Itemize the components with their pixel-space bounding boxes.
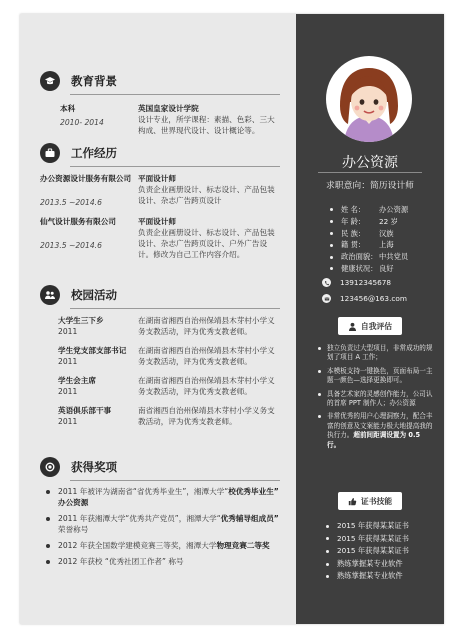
job-entry xyxy=(40,173,280,208)
work-title: 工作经历 xyxy=(71,146,117,160)
email-row xyxy=(322,294,407,303)
divider xyxy=(70,308,280,309)
education-desc: 设计专业，所学课程：素描、色彩、三大构成、世界现代设计、设计概论等。 xyxy=(138,115,275,135)
self-eval-header: 自我评估 xyxy=(338,317,402,335)
divider xyxy=(70,480,280,481)
phone-icon xyxy=(322,278,331,287)
list-item: 2015 年获得某某证书 xyxy=(326,545,436,558)
medal-icon xyxy=(40,457,60,477)
education-section xyxy=(40,70,280,136)
self-eval-list xyxy=(318,344,434,454)
activity-year: 2011 xyxy=(58,417,78,426)
award-item: 2012 年获校 “优秀社团工作者” 称号 xyxy=(40,556,280,567)
list-item: 本模板支持一键换色，页面布局一主题一颜色—选择更换即可。 xyxy=(318,367,434,386)
job-role: 平面设计师 xyxy=(138,174,176,183)
activity-name: 大学生三下乡 xyxy=(58,316,104,325)
job-entry xyxy=(40,216,280,260)
profile-name: 办公资源 xyxy=(342,155,398,171)
list-item: 2015 年获得某某证书 xyxy=(326,520,436,533)
activity-year: 2011 xyxy=(58,357,78,366)
main-column xyxy=(20,14,296,624)
divider xyxy=(318,172,422,173)
award-item: 2011 年被评为湖南省“省优秀毕业生”，湘潭大学“校优秀毕业生” 办公资源 xyxy=(40,486,280,508)
list-item: 2015 年获得某某证书 xyxy=(326,533,436,546)
activity-entry xyxy=(40,315,280,337)
activity-desc: 南省湘西自治州保靖县木芽村小学义务支教活动，评为优秀支教老师。 xyxy=(138,406,275,426)
resume-page xyxy=(20,14,444,624)
activity-desc: 在湖南省湘西自治州保靖县木芽村小学义务支教活动，评为优秀支教老师。 xyxy=(138,316,275,336)
job-period: 2013.5 ~2014.6 xyxy=(40,241,102,250)
phone-number: 13912345678 xyxy=(340,278,392,287)
job-intent: 求职意向：简历设计师 xyxy=(326,181,414,191)
graduation-cap-icon xyxy=(40,71,60,91)
degree: 本科 xyxy=(60,104,76,113)
divider xyxy=(70,94,280,95)
people-icon xyxy=(40,285,60,305)
work-section xyxy=(40,142,280,260)
list-item: 非常优秀的用户心理洞察力，配合丰富的创意及文案能力极大地提高我的执行力。超前间距调设置为 0.5 行。 xyxy=(318,412,434,450)
thumbs-up-icon xyxy=(348,497,357,506)
divider xyxy=(70,166,280,167)
activity-year: 2011 xyxy=(58,327,78,336)
briefcase-icon xyxy=(40,143,60,163)
activity-name: 学生党支部支部书记 xyxy=(58,346,127,355)
job-period: 2013.5 ~2014.6 xyxy=(40,198,102,207)
activity-desc: 在湖南省湘西自治州保靖县木芽村小学义务支教活动，评为优秀支教老师。 xyxy=(138,346,275,366)
list-item: 独立负责过大型项目，非常成功的规划了项目 A 工作； xyxy=(318,344,434,363)
award-item: 2011 年获湘潭大学“优秀共产党员”，湘潭大学“优秀辅导组成员” 荣誉称号 xyxy=(40,513,280,535)
job-desc: 负责企业画册设计、标志设计、产品包装设计、杂志广告跨页设计 xyxy=(138,185,275,205)
list-item: 熟练掌握某专业软件 xyxy=(326,570,436,583)
activity-desc: 在湖南省湘西自治州保靖县木芽村小学义务支教活动，评为优秀支教老师。 xyxy=(138,376,275,396)
email-address: 123456@163.com xyxy=(340,294,407,303)
personal-info: 姓 名： 办公资源 年 龄： 22 岁 民 族： 汉族 籍 贯： 上海 政治面貌： 中共党员 健康状况： 良好 xyxy=(330,204,408,275)
education-title: 教育背景 xyxy=(71,74,117,88)
education-period: 2010- 2014 xyxy=(60,118,104,127)
activity-year: 2011 xyxy=(58,387,78,396)
phone-row xyxy=(322,278,391,287)
activity-name: 英语俱乐部干事 xyxy=(58,406,112,415)
certs-list xyxy=(326,520,436,583)
avatar xyxy=(326,56,412,142)
awards-section xyxy=(40,456,280,567)
list-item: 熟练掌握某专业软件 xyxy=(326,558,436,571)
activity-entry xyxy=(40,405,280,427)
list-item: 具备艺术家的灵感创作能力，公司认的首席 PPT 制作人；办公资源 xyxy=(318,390,434,409)
campus-title: 校园活动 xyxy=(71,288,117,302)
company-name: 办公资源设计服务有限公司 xyxy=(40,174,132,183)
school-name: 英国皇家设计学院 xyxy=(138,104,199,113)
certs-header: 证书技能 xyxy=(338,492,402,510)
sidebar xyxy=(296,14,444,624)
person-icon xyxy=(348,322,357,331)
awards-title: 获得奖项 xyxy=(71,460,117,474)
award-item: 2012 年获全国数学建模竞赛三等奖，湘潭大学物理竞赛二等奖 xyxy=(40,540,280,551)
campus-section xyxy=(40,284,280,427)
email-icon xyxy=(322,294,331,303)
activity-name: 学生会主席 xyxy=(58,376,96,385)
activity-entry xyxy=(40,375,280,397)
activity-entry xyxy=(40,345,280,367)
company-name: 仙气设计服务有限公司 xyxy=(40,217,116,226)
job-role: 平面设计师 xyxy=(138,217,176,226)
job-desc: 负责企业画册设计、标志设计、产品包装设计、杂志广告跨页设计、户外广告设计。修改为自己工作内容介绍。 xyxy=(138,228,275,259)
